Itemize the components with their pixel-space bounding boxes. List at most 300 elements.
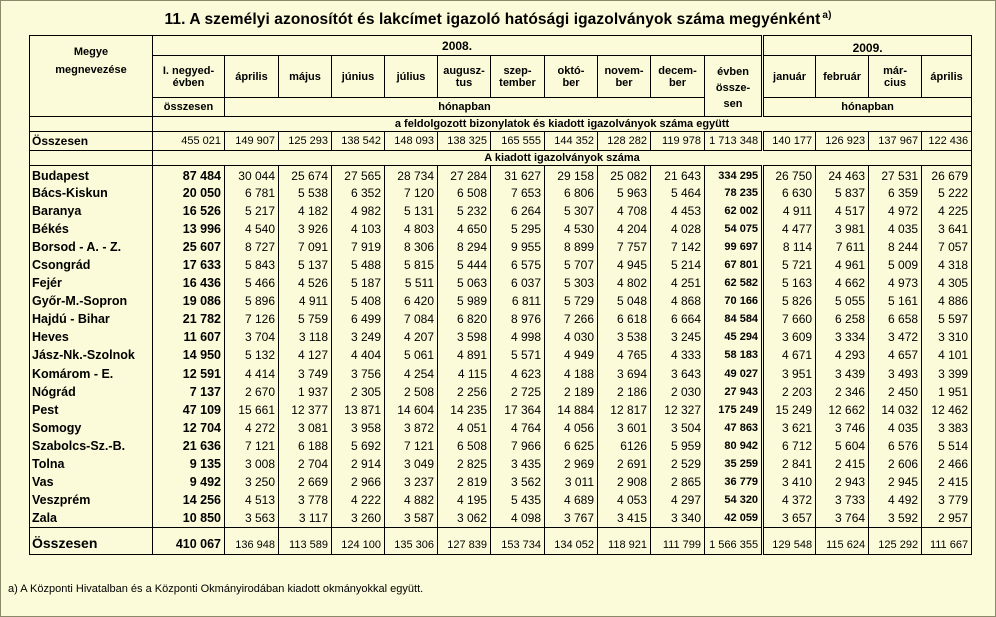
section-row-2 <box>30 151 972 166</box>
cell-value: 3 756 <box>332 365 385 383</box>
footnote: a) A Központi Hivatalban és a Központi Okmányirodában kiadott okmányokkal együtt. <box>8 583 424 595</box>
table-title <box>1 10 995 29</box>
cell-value: 3 062 <box>438 509 491 527</box>
table-row <box>30 166 972 184</box>
county-name: Jász-Nk.-Szolnok <box>30 346 153 364</box>
month-label-1: októ- <box>557 64 585 77</box>
cell-value: 4 101 <box>922 346 972 364</box>
cell-value: 4 973 <box>869 274 922 292</box>
cell-value: 5 692 <box>332 437 385 455</box>
section-blank <box>30 151 153 166</box>
cell-value: 3 704 <box>225 328 279 346</box>
cell-value: 30 044 <box>225 166 279 184</box>
county-name: Veszprém <box>30 491 153 509</box>
total-row <box>30 132 972 151</box>
cell-value: 1 951 <box>922 383 972 401</box>
cell-value: 7 084 <box>385 310 438 328</box>
cell-value: 4 657 <box>869 346 922 364</box>
cell-value: 4 517 <box>816 202 869 220</box>
cell-value: 5 464 <box>651 184 705 202</box>
table-row <box>30 292 972 310</box>
cell-value: 334 295 <box>705 166 763 184</box>
cell-value: 7 919 <box>332 238 385 256</box>
cell-value: 3 592 <box>869 509 922 527</box>
cell-value: 4 297 <box>651 491 705 509</box>
cell-value: 27 943 <box>705 383 763 401</box>
cell-value: 2 819 <box>438 473 491 491</box>
cell-value: 2 908 <box>598 473 651 491</box>
cell-value: 3 598 <box>438 328 491 346</box>
cell-value: 27 565 <box>332 166 385 184</box>
cell-value: 2 669 <box>279 473 332 491</box>
cell-value: 3 415 <box>598 509 651 527</box>
cell-value: 3 641 <box>922 220 972 238</box>
cell-value: 4 662 <box>816 274 869 292</box>
cell-value: 36 779 <box>705 473 763 491</box>
cell-value: 165 555 <box>491 132 545 151</box>
cell-value: 3 872 <box>385 419 438 437</box>
county-name: Békés <box>30 220 153 238</box>
county-name: Tolna <box>30 455 153 473</box>
cell-value: 2 945 <box>869 473 922 491</box>
cell-value: 21 782 <box>153 310 225 328</box>
cell-value: 3 562 <box>491 473 545 491</box>
cell-value: 2 305 <box>332 383 385 401</box>
cell-value: 84 584 <box>705 310 763 328</box>
cell-value: 4 305 <box>922 274 972 292</box>
header-month-2008 <box>332 56 385 98</box>
cell-value: 12 662 <box>816 401 869 419</box>
year-2008-label: 2008. <box>442 38 473 53</box>
cell-value: 122 436 <box>922 132 972 151</box>
cell-value: 5 161 <box>869 292 922 310</box>
header-row-years <box>30 36 972 56</box>
header-month-2008 <box>598 56 651 98</box>
cell-value: 4 911 <box>763 202 816 220</box>
cell-value: 4 891 <box>438 346 491 364</box>
cell-value: 3 764 <box>816 509 869 527</box>
cell-value: 128 282 <box>598 132 651 151</box>
cell-value: 11 607 <box>153 328 225 346</box>
cell-value: 4 182 <box>279 202 332 220</box>
cell-value: 4 251 <box>651 274 705 292</box>
cell-value: 4 972 <box>869 202 922 220</box>
cell-value: 6 499 <box>332 310 385 328</box>
month-label-2: cius <box>884 76 907 89</box>
honapban-label: hónapban <box>841 101 894 113</box>
cell-value: 19 086 <box>153 292 225 310</box>
county-name: Komárom - E. <box>30 365 153 383</box>
table-row <box>30 437 972 455</box>
cell-value: 8 244 <box>869 238 922 256</box>
cell-value: 4 671 <box>763 346 816 364</box>
header-month-2009 <box>763 56 816 98</box>
cell-value: 9 135 <box>153 455 225 473</box>
header-month-2008 <box>279 56 332 98</box>
cell-value: 25 607 <box>153 238 225 256</box>
county-name: Heves <box>30 328 153 346</box>
cell-value: 4 051 <box>438 419 491 437</box>
cell-value: 2 346 <box>816 383 869 401</box>
cell-value: 4 868 <box>651 292 705 310</box>
cell-value: 4 195 <box>438 491 491 509</box>
cell-value: 6 508 <box>438 437 491 455</box>
cell-value: 20 050 <box>153 184 225 202</box>
cell-value: 3 609 <box>763 328 816 346</box>
cell-value: 3 621 <box>763 419 816 437</box>
cell-value: 455 021 <box>153 132 225 151</box>
cell-value: 99 697 <box>705 238 763 256</box>
title-text: 11. A személyi azonosítót és lakcímet igazoló hatósági igazolványok száma megyénként <box>164 11 821 28</box>
cell-value: 4 404 <box>332 346 385 364</box>
cell-value: 4 803 <box>385 220 438 238</box>
cell-value: 3 643 <box>651 365 705 383</box>
header-row-units <box>30 98 972 117</box>
cell-value: 4 765 <box>598 346 651 364</box>
section-blank <box>30 117 153 132</box>
table-row <box>30 256 972 274</box>
cell-value: 5 048 <box>598 292 651 310</box>
county-name: Bács-Kiskun <box>30 184 153 202</box>
cell-value: 1 566 355 <box>705 527 763 554</box>
cell-value: 3 767 <box>545 509 598 527</box>
cell-value: 7 120 <box>385 184 438 202</box>
cell-value: 3 399 <box>922 365 972 383</box>
month-label-1: február <box>823 70 862 83</box>
cell-value: 5 295 <box>491 220 545 238</box>
cell-value: 127 839 <box>438 527 491 554</box>
cell-value: 12 704 <box>153 419 225 437</box>
cell-value: 29 158 <box>545 166 598 184</box>
table-row <box>30 238 972 256</box>
cell-value: 5 063 <box>438 274 491 292</box>
cell-value: 14 604 <box>385 401 438 419</box>
cell-value: 2 606 <box>869 455 922 473</box>
cell-value: 3 694 <box>598 365 651 383</box>
cell-value: 136 948 <box>225 527 279 554</box>
cell-value: 14 950 <box>153 346 225 364</box>
cell-value: 4 540 <box>225 220 279 238</box>
cell-value: 5 408 <box>332 292 385 310</box>
cell-value: 3 435 <box>491 455 545 473</box>
cell-value: 4 030 <box>545 328 598 346</box>
cell-value: 21 643 <box>651 166 705 184</box>
row-name <box>30 132 153 151</box>
cell-value: 5 759 <box>279 310 332 328</box>
cell-value: 2 704 <box>279 455 332 473</box>
month-label-1: decem- <box>658 64 697 77</box>
cell-value: 26 750 <box>763 166 816 184</box>
cell-value: 4 293 <box>816 346 869 364</box>
county-name: Hajdú - Bihar <box>30 310 153 328</box>
cell-value: 45 294 <box>705 328 763 346</box>
cell-value: 5 131 <box>385 202 438 220</box>
cell-value: 6 576 <box>869 437 922 455</box>
cell-value: 3 250 <box>225 473 279 491</box>
cell-value: 14 032 <box>869 401 922 419</box>
cell-value: 3 334 <box>816 328 869 346</box>
cell-value: 12 462 <box>922 401 972 419</box>
header-honapban-2008 <box>225 98 705 117</box>
cell-value: 6 359 <box>869 184 922 202</box>
cell-value: 3 383 <box>922 419 972 437</box>
cell-value: 6 811 <box>491 292 545 310</box>
month-label-2: ber <box>615 76 633 89</box>
cell-value: 129 548 <box>763 527 816 554</box>
cell-value: 6 630 <box>763 184 816 202</box>
cell-value: 5 843 <box>225 256 279 274</box>
megye-label-2: megnevezése <box>55 64 127 76</box>
cell-value: 5 055 <box>816 292 869 310</box>
cell-value: 2 969 <box>545 455 598 473</box>
cell-value: 14 256 <box>153 491 225 509</box>
table-row <box>30 491 972 509</box>
cell-value: 14 884 <box>545 401 598 419</box>
cell-value: 21 636 <box>153 437 225 455</box>
cell-value: 4 961 <box>816 256 869 274</box>
cell-value: 3 410 <box>763 473 816 491</box>
cell-value: 13 996 <box>153 220 225 238</box>
table-row <box>30 184 972 202</box>
cell-value: 153 734 <box>491 527 545 554</box>
header-year-2008 <box>153 36 763 56</box>
month-label-2: ber <box>562 76 580 89</box>
cell-value: 47 863 <box>705 419 763 437</box>
month-label-1: novem- <box>604 64 644 77</box>
table-row <box>30 455 972 473</box>
cell-value: 5 232 <box>438 202 491 220</box>
month-label-1: április <box>235 70 268 83</box>
county-name: Vas <box>30 473 153 491</box>
cell-value: 5 959 <box>651 437 705 455</box>
cell-value: 6 264 <box>491 202 545 220</box>
q1-label-3: összesen <box>163 101 214 113</box>
cell-value: 2 966 <box>332 473 385 491</box>
table-row <box>30 202 972 220</box>
cell-value: 5 435 <box>491 491 545 509</box>
cell-value: 4 098 <box>491 509 545 527</box>
cell-value: 7 142 <box>651 238 705 256</box>
cell-value: 5 826 <box>763 292 816 310</box>
cell-value: 7 757 <box>598 238 651 256</box>
table-row <box>30 220 972 238</box>
row-name-text: Összesen <box>32 134 89 148</box>
cell-value: 4 708 <box>598 202 651 220</box>
cell-value: 6 420 <box>385 292 438 310</box>
county-name: Fejér <box>30 274 153 292</box>
cell-value: 3 779 <box>922 491 972 509</box>
cell-value: 125 292 <box>869 527 922 554</box>
cell-value: 5 896 <box>225 292 279 310</box>
cell-value: 3 439 <box>816 365 869 383</box>
cell-value: 149 907 <box>225 132 279 151</box>
cell-value: 4 513 <box>225 491 279 509</box>
cell-value: 2 529 <box>651 455 705 473</box>
cell-value: 3 310 <box>922 328 972 346</box>
header-month-2008 <box>225 56 279 98</box>
cell-value: 67 801 <box>705 256 763 274</box>
cell-value: 2 415 <box>816 455 869 473</box>
cell-value: 175 249 <box>705 401 763 419</box>
title-footnote-mark: a) <box>822 10 832 21</box>
county-name: Somogy <box>30 419 153 437</box>
cell-value: 4 949 <box>545 346 598 364</box>
header-q1 <box>153 56 225 98</box>
header-row-months <box>30 56 972 98</box>
cell-value: 58 183 <box>705 346 763 364</box>
cell-value: 4 911 <box>279 292 332 310</box>
cell-value: 4 035 <box>869 220 922 238</box>
cell-value: 5 604 <box>816 437 869 455</box>
cell-value: 119 978 <box>651 132 705 151</box>
cell-value: 4 127 <box>279 346 332 364</box>
cell-value: 7 057 <box>922 238 972 256</box>
cell-value: 54 075 <box>705 220 763 238</box>
cell-value: 2 508 <box>385 383 438 401</box>
cell-value: 135 306 <box>385 527 438 554</box>
section-2-text: A kiadott igazolványok száma <box>484 152 640 164</box>
cell-value: 6 658 <box>869 310 922 328</box>
cell-value: 4 053 <box>598 491 651 509</box>
cell-value: 124 100 <box>332 527 385 554</box>
month-label-2: ber <box>668 76 687 89</box>
cell-value: 5 217 <box>225 202 279 220</box>
cell-value: 4 204 <box>598 220 651 238</box>
cell-value: 62 582 <box>705 274 763 292</box>
month-label-1: július <box>396 70 426 83</box>
cell-value: 25 674 <box>279 166 332 184</box>
table-row <box>30 419 972 437</box>
cell-value: 2 914 <box>332 455 385 473</box>
cell-value: 4 689 <box>545 491 598 509</box>
cell-value: 4 272 <box>225 419 279 437</box>
cell-value: 6 575 <box>491 256 545 274</box>
cell-value: 126 923 <box>816 132 869 151</box>
cell-value: 28 734 <box>385 166 438 184</box>
cell-value: 9 492 <box>153 473 225 491</box>
month-label-1: május <box>289 70 321 83</box>
cell-value: 2 415 <box>922 473 972 491</box>
cell-value: 4 103 <box>332 220 385 238</box>
cell-value: 410 067 <box>153 527 225 554</box>
cell-value: 6 625 <box>545 437 598 455</box>
cell-value: 14 235 <box>438 401 491 419</box>
cell-value: 6 712 <box>763 437 816 455</box>
cell-value: 4 982 <box>332 202 385 220</box>
cell-value: 4 035 <box>869 419 922 437</box>
cell-value: 8 899 <box>545 238 598 256</box>
cell-value: 5 222 <box>922 184 972 202</box>
header-month-2008 <box>491 56 545 98</box>
cell-value: 4 188 <box>545 365 598 383</box>
cell-value: 4 115 <box>438 365 491 383</box>
cell-value: 1 937 <box>279 383 332 401</box>
cell-value: 4 028 <box>651 220 705 238</box>
cell-value: 5 538 <box>279 184 332 202</box>
month-label-1: január <box>773 70 807 83</box>
cell-value: 148 093 <box>385 132 438 151</box>
q1-label-2: évben <box>172 76 205 89</box>
cell-value: 7 966 <box>491 437 545 455</box>
cell-value: 24 463 <box>816 166 869 184</box>
row-name: Összesen <box>30 527 153 554</box>
cell-value: 4 414 <box>225 365 279 383</box>
header-month-2008 <box>438 56 491 98</box>
section-label-combined <box>153 117 972 132</box>
cell-value: 3 504 <box>651 419 705 437</box>
cell-value: 5 187 <box>332 274 385 292</box>
year-2009-label: 2009. <box>852 41 883 55</box>
cell-value: 5 837 <box>816 184 869 202</box>
cell-value: 8 114 <box>763 238 816 256</box>
cell-value: 17 633 <box>153 256 225 274</box>
cell-value: 3 951 <box>763 365 816 383</box>
cell-value: 4 650 <box>438 220 491 238</box>
cell-value: 4 372 <box>763 491 816 509</box>
cell-value: 6 188 <box>279 437 332 455</box>
cell-value: 5 303 <box>545 274 598 292</box>
table-row <box>30 509 972 527</box>
cell-value: 17 364 <box>491 401 545 419</box>
cell-value: 140 177 <box>763 132 816 151</box>
cell-value: 2 865 <box>651 473 705 491</box>
cell-value: 12 327 <box>651 401 705 419</box>
table-row <box>30 310 972 328</box>
county-name: Győr-M.-Sopron <box>30 292 153 310</box>
cell-value: 62 002 <box>705 202 763 220</box>
cell-value: 15 249 <box>763 401 816 419</box>
cell-value: 7 137 <box>153 383 225 401</box>
cell-value: 5 061 <box>385 346 438 364</box>
cell-value: 10 850 <box>153 509 225 527</box>
month-label-1: augusz- <box>443 64 485 77</box>
cell-value: 8 727 <box>225 238 279 256</box>
cell-value: 4 225 <box>922 202 972 220</box>
cell-value: 3 538 <box>598 328 651 346</box>
cell-value: 5 137 <box>279 256 332 274</box>
cell-value: 3 563 <box>225 509 279 527</box>
cell-value: 3 011 <box>545 473 598 491</box>
cell-value: 7 660 <box>763 310 816 328</box>
cell-value: 4 764 <box>491 419 545 437</box>
cell-value: 2 203 <box>763 383 816 401</box>
cell-value: 7 121 <box>385 437 438 455</box>
cell-value: 7 266 <box>545 310 598 328</box>
cell-value: 6 258 <box>816 310 869 328</box>
cell-value: 3 981 <box>816 220 869 238</box>
cell-value: 3 260 <box>332 509 385 527</box>
cell-value: 4 882 <box>385 491 438 509</box>
honapban-label: hónapban <box>438 101 491 113</box>
cell-value: 5 729 <box>545 292 598 310</box>
q1-label-1: I. negyed- <box>162 64 215 77</box>
cell-value: 25 082 <box>598 166 651 184</box>
cell-value: 5 963 <box>598 184 651 202</box>
evben-label-2: össze- <box>715 82 751 94</box>
table-row <box>30 346 972 364</box>
cell-value: 7 091 <box>279 238 332 256</box>
header-q1-osszesen <box>153 98 225 117</box>
cell-value: 3 049 <box>385 455 438 473</box>
cell-value: 4 318 <box>922 256 972 274</box>
cell-value: 16 436 <box>153 274 225 292</box>
cell-value: 2 450 <box>869 383 922 401</box>
cell-value: 5 488 <box>332 256 385 274</box>
header-megye <box>30 36 153 117</box>
cell-value: 3 081 <box>279 419 332 437</box>
cell-value: 3 733 <box>816 491 869 509</box>
cell-value: 2 841 <box>763 455 816 473</box>
